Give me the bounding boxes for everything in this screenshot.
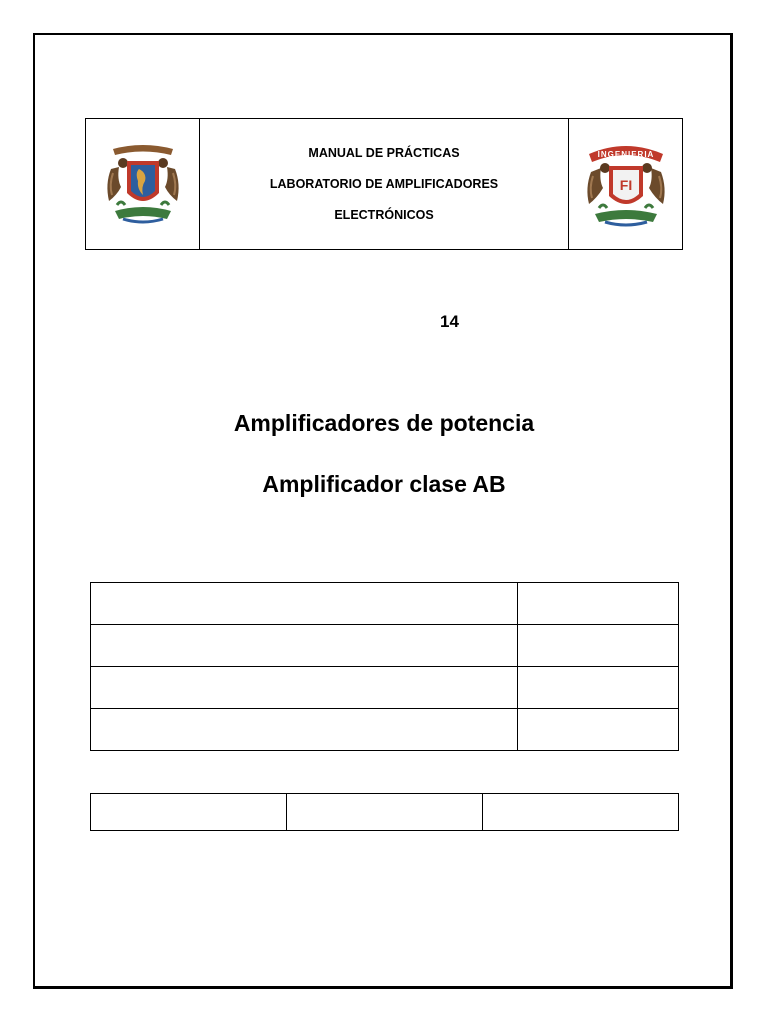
info-cell-label [91,583,518,625]
practice-number: 14 [440,312,459,331]
sub-title: Amplificador clase AB [262,471,506,497]
header-title-line2: LABORATORIO DE AMPLIFICADORES [269,176,499,191]
signature-row [91,794,679,831]
info-row [91,625,679,667]
info-cell-value [518,667,679,709]
info-cell-value [518,625,679,667]
header-title-line3: ELECTRÓNICOS [334,207,434,222]
info-cell-label [91,625,518,667]
header-title-line1: MANUAL DE PRÁCTICAS [308,145,460,160]
header-title [200,119,569,250]
right-logo-cell [569,119,683,250]
info-cell-value [518,583,679,625]
info-cell-label [91,709,518,751]
svg-text:FI: FI [619,177,632,193]
svg-text:INGENIERIA: INGENIERIA [597,150,654,159]
info-row [91,709,679,751]
left-logo-cell [86,119,200,250]
unam-seal-logo [103,139,183,229]
info-cell-value [518,709,679,751]
info-table [90,582,679,751]
info-cell-label [91,667,518,709]
signature-cell [483,794,679,831]
signature-cell [287,794,483,831]
header-table [85,118,683,250]
info-row [91,583,679,625]
ingenieria-faculty-logo [583,138,669,230]
main-title: Amplificadores de potencia [233,410,535,436]
signature-cell [91,794,287,831]
info-row [91,667,679,709]
signature-table [90,793,679,831]
